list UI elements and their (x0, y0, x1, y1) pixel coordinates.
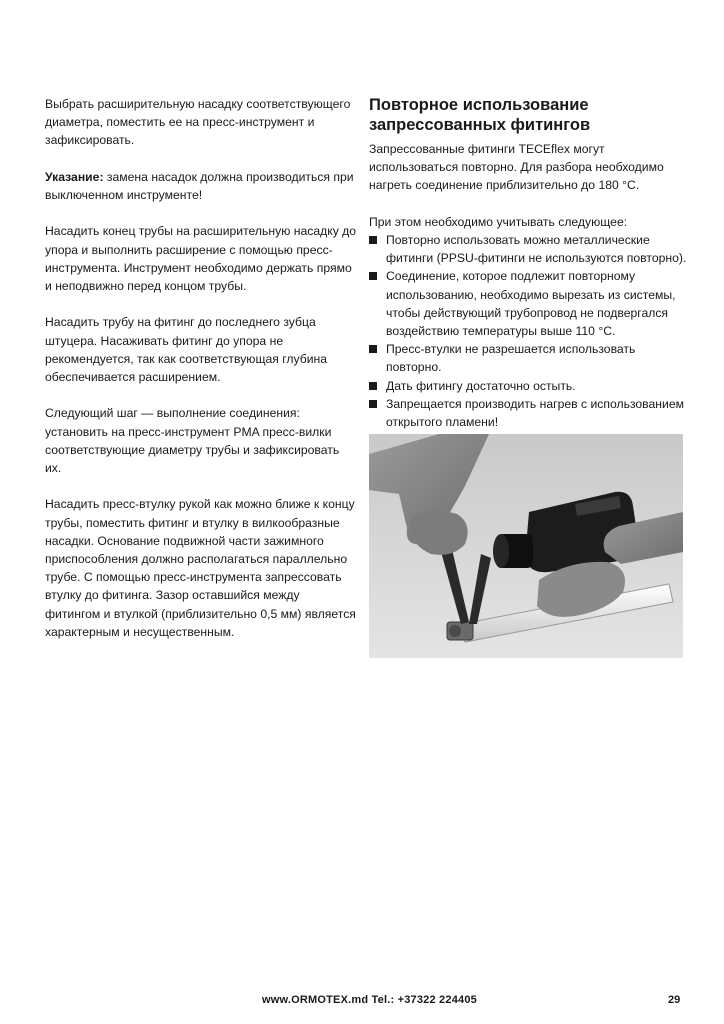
instruction-paragraph-5: Следующий шаг — выполнение соединения: установить на пресс-инструмент PMA пресс-вилки соответствующие диаметру трубы и зафиксировать их. (45, 406, 340, 475)
list-item: Соединение, которое подлежит повторному использованию, необходимо вырезать из системы, чтобы действующий трубопровод не подвергался воздействию температуры выше 110 °С. (369, 267, 689, 340)
requirements-list (369, 231, 689, 468)
footer-contact: www.ORMOTEX.md Tel.: +37322 224405 (262, 994, 477, 1006)
section-heading: Повторное использование запрессованных фитингов (369, 96, 591, 134)
list-item: Пресс-втулки не разрешается использовать повторно. (369, 340, 689, 376)
instruction-paragraph-3: Насадить конец трубы на расширительную насадку до упора и выполнить расширение с помощью пресс- инструмента. Инструмент необходимо держать прямо и неподвижно перед концом трубы. (45, 224, 357, 293)
note-paragraph (45, 168, 357, 204)
instruction-paragraph-4: Насадить трубу на фитинг до последнего зубца штуцера. Насаживать фитинг до упора не рекомендуется, так как соответствующая глубина обеспечивается расширением. (45, 315, 328, 384)
disassembly-photo (369, 434, 683, 658)
square-bullet-icon (369, 272, 377, 280)
list-item: Повторно использовать можно металлические фитинги (PPSU-фитинги не используются повторно). (369, 231, 689, 267)
square-bullet-icon (369, 400, 377, 408)
page-number: 29 (668, 994, 681, 1006)
square-bullet-icon (369, 236, 377, 244)
square-bullet-icon (369, 382, 377, 390)
left-column (45, 95, 357, 659)
intro-paragraph: Запрессованные фитинги TECEflex могут использоваться повторно. Для разбора необходимо нагреть соединение приблизительно до 180 °С. (369, 142, 664, 193)
note-label: Указание: (45, 169, 104, 184)
heat-gun-and-pliers-illustration (369, 434, 683, 658)
list-intro: При этом необходимо учитывать следующее: (369, 214, 628, 229)
list-item: Дать фитингу достаточно остыть. (369, 377, 689, 395)
list-item: Запрещается производить нагрев с использованием открытого пламени! (369, 395, 689, 431)
note-text: замена насадок должна производиться при выключенном инструменте! (45, 169, 354, 202)
instruction-paragraph-6: Насадить пресс-втулку рукой как можно ближе к концу трубы, поместить фитинг и втулку в вилкообразные насадки. Основание подвижной части зажимного приспособления должно располагаться параллельно трубе. С помощью пресс-инструмента запрессовать втулку до фитинга. Зазор оставшийся между фитингом и втулкой (приблизительно 0,5 мм) является характерным и несущественным. (45, 497, 356, 639)
instruction-paragraph-1: Выбрать расширительную насадку соответствующего диаметра, поместить ее на пресс-инструмент и зафиксировать. (45, 97, 351, 148)
right-column (369, 95, 689, 468)
square-bullet-icon (369, 345, 377, 353)
